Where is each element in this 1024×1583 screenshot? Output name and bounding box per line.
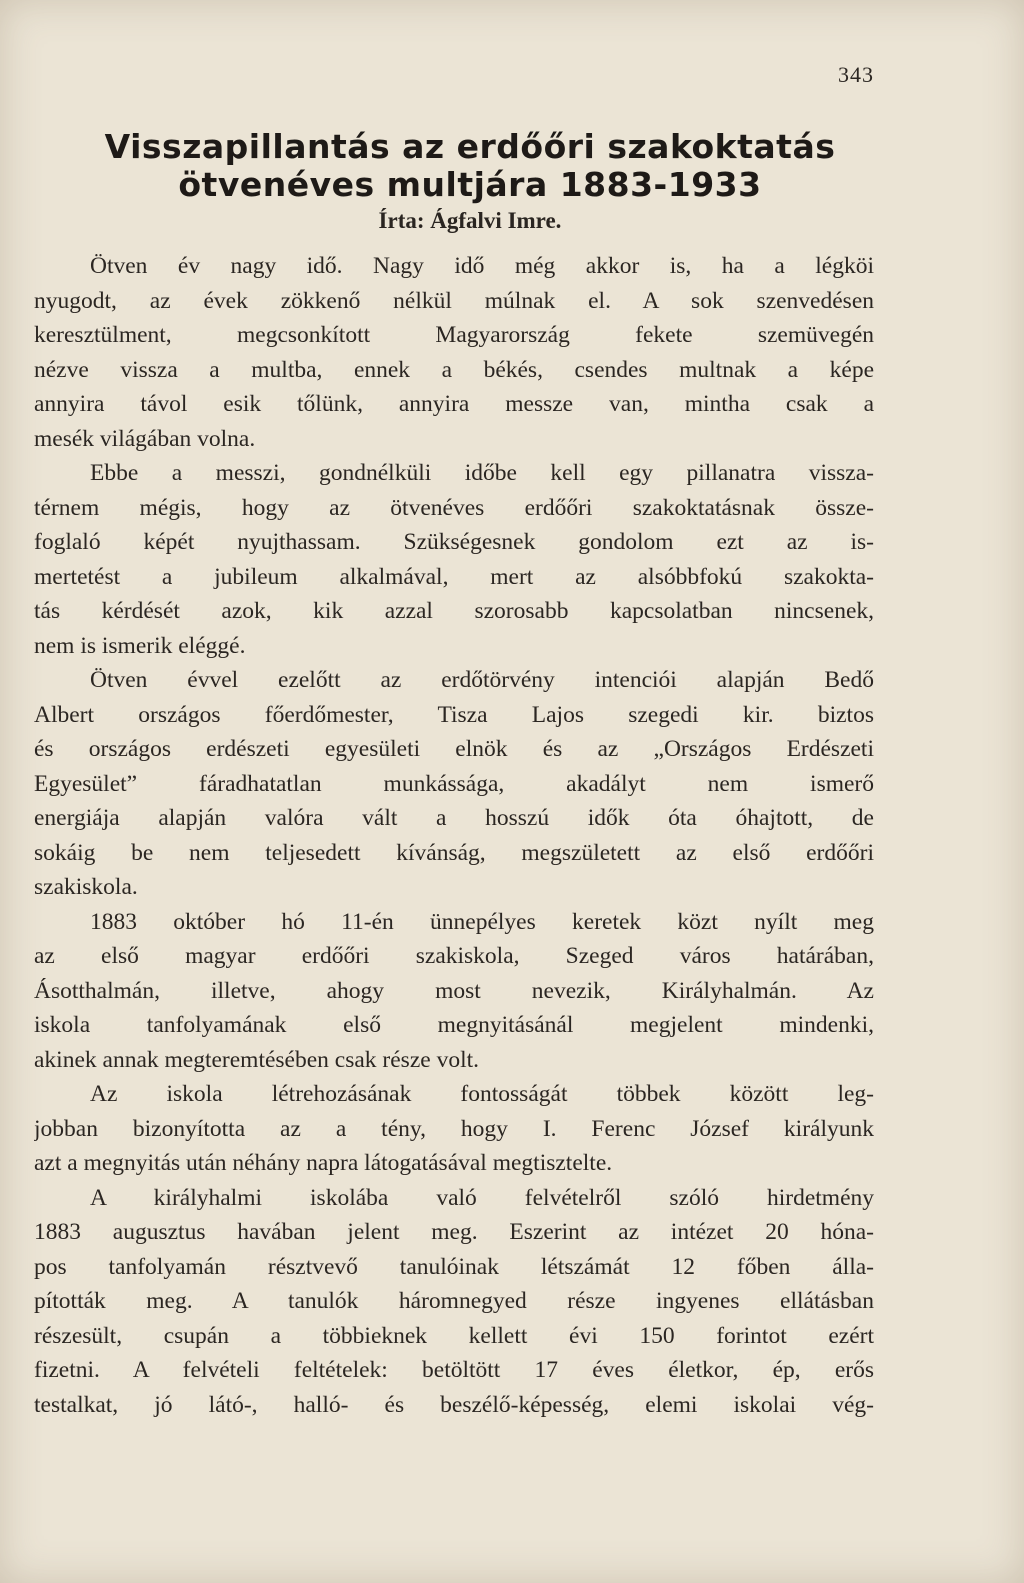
body-line: Ásotthalmán, illetve, ahogy most nevezik, Királyhalmán. Az (34, 977, 874, 1004)
body-line: és országos erdészeti egyesületi elnök és az „Országos Erdészeti (34, 736, 874, 762)
body-line: iskola tanfolyamának első megnyitásánál megjelent mindenki, (34, 1012, 874, 1038)
body-line: az első magyar erdőőri szakiskola, Szeged város határában, (34, 943, 874, 969)
body-line: Az iskola létrehozásának fontosságát többek között leg- (90, 1081, 874, 1107)
body-line: pították meg. A tanulók háromnegyed része ingyenes ellátásban (34, 1288, 874, 1314)
body-line: Ötven évvel ezelőtt az erdőtörvény intenciói alapján Bedő (90, 667, 874, 693)
body-line: annyira távol esik tőlünk, annyira messze van, mintha csak a (34, 391, 874, 417)
body-line: nézve vissza a multba, ennek a békés, csendes multnak a képe (34, 356, 874, 383)
body-line: akinek annak megteremtésében csak része volt. (34, 1046, 479, 1073)
body-line: testalkat, jó látó-, halló- és beszélő-képesség, elemi iskolai vég- (34, 1391, 874, 1418)
body-line: sokáig be nem teljesedett kívánság, megszületett az első erdőőri (34, 839, 874, 866)
body-line: nem is ismerik eléggé. (34, 632, 246, 659)
body-line: energiája alapján valóra vált a hosszú idők óta óhajtott, de (34, 805, 874, 831)
body-line: mertetést a jubileum alkalmával, mert az alsóbbfokú szakokta- (34, 563, 874, 590)
author-byline: Írta: Ágfalvi Imre. (378, 208, 562, 233)
body-line: Egyesület” fáradhatatlan munkássága, akadályt nem ismerő (34, 770, 874, 797)
body-line: 1883 augusztus havában jelent meg. Eszerint az intézet 20 hóna- (34, 1219, 874, 1245)
body-line: fizetni. A felvételi feltételek: betöltött 17 éves életkor, ép, erős (34, 1357, 874, 1383)
body-line: mesék világában volna. (34, 425, 256, 452)
body-line: Ebbe a messzi, gondnélküli időbe kell egy pillanatra vissza- (90, 460, 874, 486)
body-line: 1883 október hó 11-én ünnepélyes keretek közt nyílt meg (90, 908, 874, 935)
body-line: foglaló képét nyujthassam. Szükségesnek gondolom ezt az is- (34, 529, 874, 555)
article-title (30, 128, 910, 204)
body-line: részesült, csupán a többieknek kellett évi 150 forintot ezért (34, 1322, 874, 1349)
body-line: keresztülment, megcsonkított Magyarország fekete szemüvegén (34, 322, 874, 348)
page-number: 343 (838, 62, 874, 87)
title-line-2: ötvenéves multjára 1883-1933 (178, 165, 762, 204)
body-line: A királyhalmi iskolába való felvételről szóló hirdetmény (90, 1184, 874, 1211)
body-line: nyugodt, az évek zökkenő nélkül múlnak el. A sok szenvedésen (34, 287, 874, 314)
body-line: szakiskola. (34, 874, 138, 900)
body-line: tás kérdését azok, kik azzal szorosabb kapcsolatban nincsenek, (34, 598, 874, 624)
article-body (34, 249, 874, 1422)
body-line: Ötven év nagy idő. Nagy idő még akkor is, ha a légköi (90, 253, 874, 279)
body-line: jobban bizonyította az a tény, hogy I. Ferenc József királyunk (34, 1115, 874, 1142)
body-line: Albert országos főerdőmester, Tisza Lajos szegedi kir. biztos (34, 701, 874, 728)
body-line: azt a megnyitás után néhány napra látogatásával megtisztelte. (34, 1150, 613, 1176)
body-line: pos tanfolyamán résztvevő tanulóinak létszámát 12 főben álla- (34, 1253, 874, 1280)
title-line-1: Visszapillantás az erdőőri szakoktatás (104, 127, 836, 166)
body-line: térnem mégis, hogy az ötvenéves erdőőri szakoktatásnak össze- (34, 494, 874, 521)
